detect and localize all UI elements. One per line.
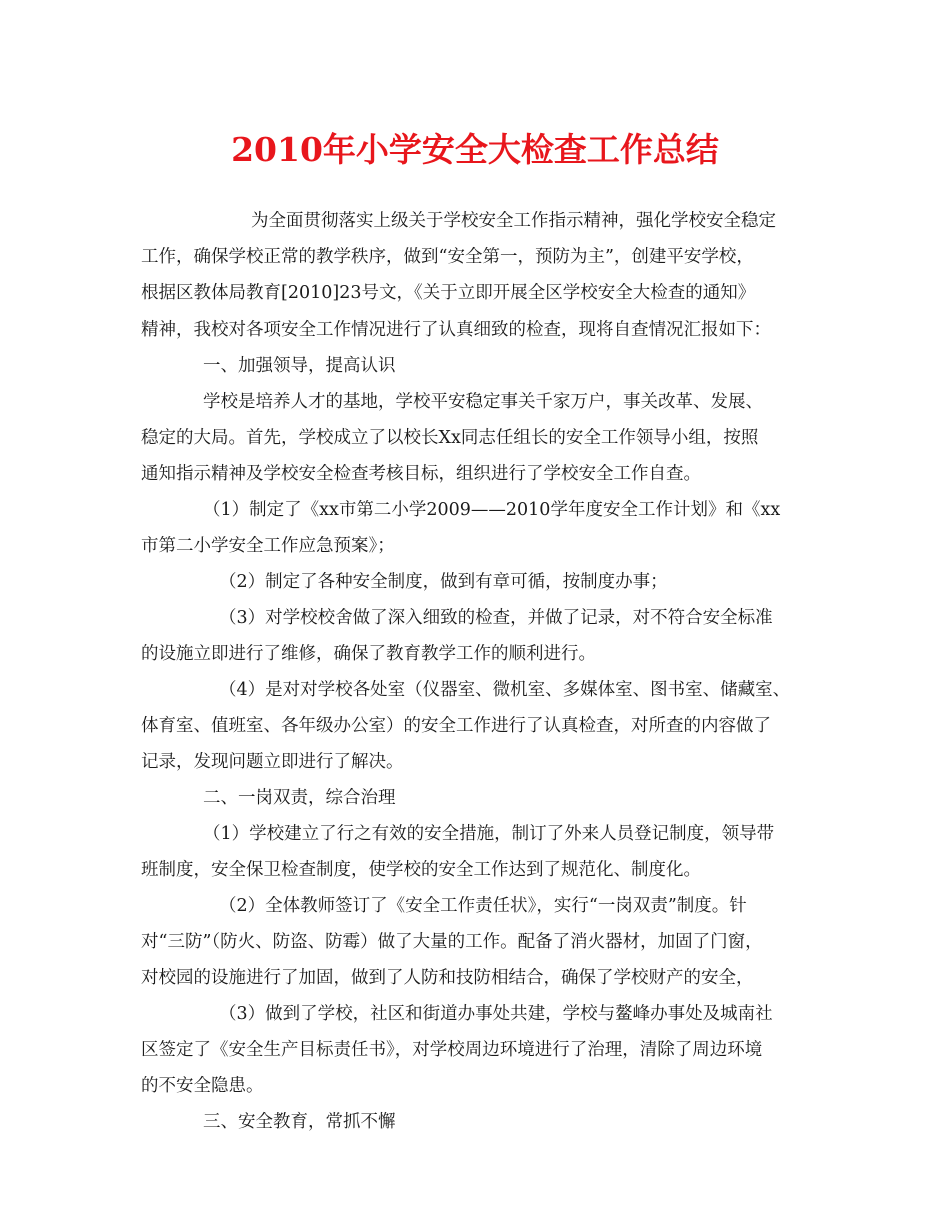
- body-line: 根据区教体局教育[2010]23号文，《关于立即开展全区学校安全大检查的通知》: [141, 283, 756, 303]
- body-line: 的设施立即进行了维修，确保了教育教学工作的顺利进行。: [141, 644, 596, 664]
- body-line: 的不安全隐患。: [141, 1076, 264, 1096]
- body-line: 为全面贯彻落实上级关于学校安全工作指示精神，强化学校安全稳定: [251, 211, 776, 231]
- body-line: 体育室、值班室、各年级办公室）的安全工作进行了认真检查，对所查的内容做了: [141, 716, 771, 736]
- body-line: 班制度，安全保卫检查制度，使学校的安全工作达到了规范化、制度化。: [141, 860, 701, 880]
- body-line: 记录，发现问题立即进行了解决。: [141, 752, 404, 772]
- body-line: 通知指示精神及学校安全检查考核目标，组织进行了学校安全工作自查。: [141, 464, 701, 484]
- body-line: 精神，我校对各项安全工作情况进行了认真细致的检查，现将自查情况汇报如下：: [141, 320, 771, 340]
- body-line: 对“三防”（防火、防盗、防霉）做了大量的工作。配备了消火器材，加固了门窗，: [141, 932, 763, 952]
- section-heading: 二、一岗双责，综合治理: [203, 788, 396, 808]
- section-heading: 一、加强领导，提高认识: [203, 356, 396, 376]
- body-line: 稳定的大局。首先，学校成立了以校长Xx同志任组长的安全工作领导小组，按照: [141, 428, 759, 448]
- body-line: （2）全体教师签订了《安全工作责任状》，实行“一岗双责”制度。针: [219, 896, 747, 916]
- body-line: （3）做到了学校，社区和街道办事处共建，学校与鳌峰办事处及城南社: [219, 1004, 773, 1024]
- body-line: （3）对学校校舍做了深入细致的检查，并做了记录，对不符合安全标准: [219, 608, 773, 628]
- body-line: 对校园的设施进行了加固，做到了人防和技防相结合，确保了学校财产的安全，: [141, 968, 754, 988]
- body-line: （1）制定了《xx市第二小学2009——2010学年度安全工作计划》和《xx: [203, 500, 781, 520]
- body-line: 市第二小学安全工作应急预案》；: [141, 536, 395, 556]
- body-line: （2）制定了各种安全制度，做到有章可循，按制度办事；: [219, 572, 668, 592]
- body-line: 工作，确保学校正常的教学秩序，做到“安全第一，预防为主”，创建平安学校，: [141, 247, 754, 267]
- body-line: （1）学校建立了行之有效的安全措施，制订了外来人员登记制度，领导带: [203, 824, 775, 844]
- document-title: 2010年小学安全大检查工作总结: [231, 130, 719, 169]
- body-line: 区签定了《安全生产目标责任书》，对学校周边环境进行了治理，清除了周边环境: [141, 1040, 763, 1060]
- body-line: 学校是培养人才的基地，学校平安稳定事关千家万户，事关改革、发展、: [203, 392, 763, 412]
- body-line: （4）是对对学校各处室（仪器室、微机室、多媒体室、图书室、储藏室、: [219, 680, 791, 700]
- section-heading: 三、安全教育，常抓不懈: [203, 1112, 396, 1132]
